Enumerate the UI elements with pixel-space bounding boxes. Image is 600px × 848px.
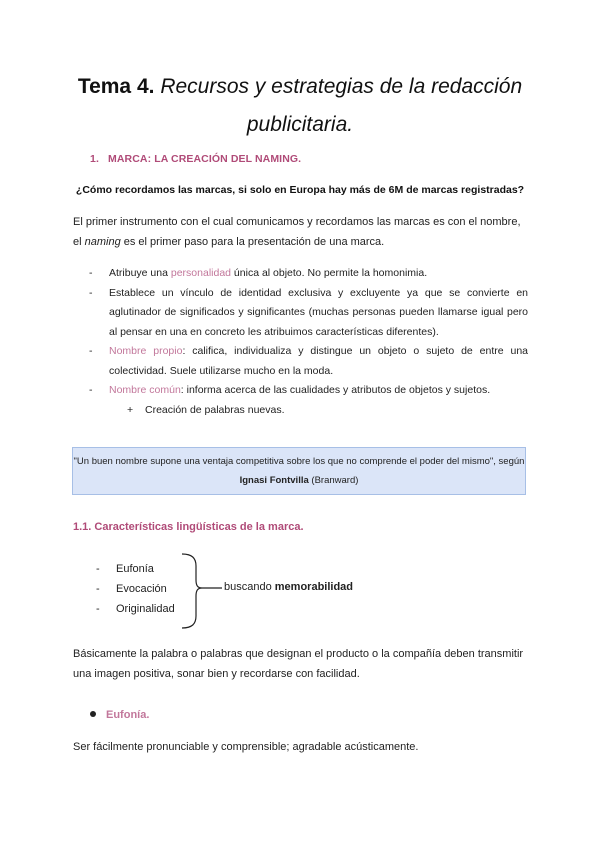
sub-list-item <box>89 401 528 421</box>
bullet-item <box>90 709 149 721</box>
list-item: - Establece un vínculo de identidad exclusiva y excluyente ya que se convierte en aglutinador de significados y significantes (muchas personas pueden llamarse igual pero al pensar en una en concreto les atribuimos características diferentes). <box>89 284 528 343</box>
subsection-heading: 1.1. Características lingüísticas de la marca. <box>73 521 304 533</box>
item3-highlight: Nombre propio <box>109 345 183 357</box>
list-item <box>89 381 528 401</box>
naming-list <box>89 264 528 420</box>
list-item <box>89 264 528 284</box>
section-heading <box>90 153 301 165</box>
brace-bold: memorabilidad <box>274 581 354 593</box>
quote-author: Ignasi Fontvilla <box>239 475 309 486</box>
quote-box <box>72 447 526 495</box>
title-text: Recursos y estrategias de la redacción publicitaria. <box>160 75 523 136</box>
section-number: 1. <box>90 153 99 165</box>
item3-after: : califica, individualiza y distingue un objeto o sujeto de entre una colectividad. Suele utilizarse mucho en la moda. <box>109 345 529 377</box>
list-item: - Evocación <box>96 579 175 599</box>
curly-brace-icon <box>178 552 222 632</box>
sub-item-text: Creación de palabras nuevas. <box>145 403 285 416</box>
plus-marker: + <box>127 403 134 416</box>
brace-prefix: buscando <box>224 581 275 593</box>
list-item: - Eufonía <box>96 559 175 579</box>
title-prefix: Tema 4. <box>77 75 155 98</box>
brace-label <box>224 581 353 593</box>
intro-part1: El primer instrumento con el cual comunicamos y recordamos las marcas es con el nombre, el <box>73 216 521 248</box>
question-heading: ¿Cómo recordamos las marcas, si solo en Europa hay más de 6M de marcas registradas? <box>75 184 525 196</box>
item4-after: : informa acerca de las cualidades y atributos de objetos y sujetos. <box>180 384 491 396</box>
document-title <box>60 68 540 144</box>
paragraph-2: Básicamente la palabra o palabras que designan el producto o la compañía deben transmitir una imagen positiva, sonar bien y recordarse con facilidad. <box>73 648 524 680</box>
bullet-dot-icon <box>90 711 96 717</box>
quote-source: (Branward) <box>308 475 359 486</box>
item1-after: única al objeto. No permite la homonimia. <box>231 267 428 279</box>
bullet-label: Eufonía. <box>106 709 150 721</box>
item1-highlight: personalidad <box>170 267 232 279</box>
intro-part2: es el primer paso para la presentación de una marca. <box>120 236 385 248</box>
section-heading-text: MARCA: LA CREACIÓN DEL NAMING. <box>108 153 302 165</box>
item4-highlight: Nombre común <box>109 384 181 396</box>
list-item: - Originalidad <box>96 599 175 619</box>
intro-paragraph <box>73 212 528 252</box>
paragraph-3: Ser fácilmente pronunciable y comprensible; agradable acústicamente. <box>73 741 419 753</box>
characteristics-list <box>96 559 175 619</box>
item1-before: Atribuye una <box>109 267 171 279</box>
intro-italic: naming <box>84 236 121 248</box>
quote-text: "Un buen nombre supone una ventaja competitiva sobre los que no comprende el poder del mismo", según <box>73 456 525 467</box>
list-item <box>89 342 528 381</box>
